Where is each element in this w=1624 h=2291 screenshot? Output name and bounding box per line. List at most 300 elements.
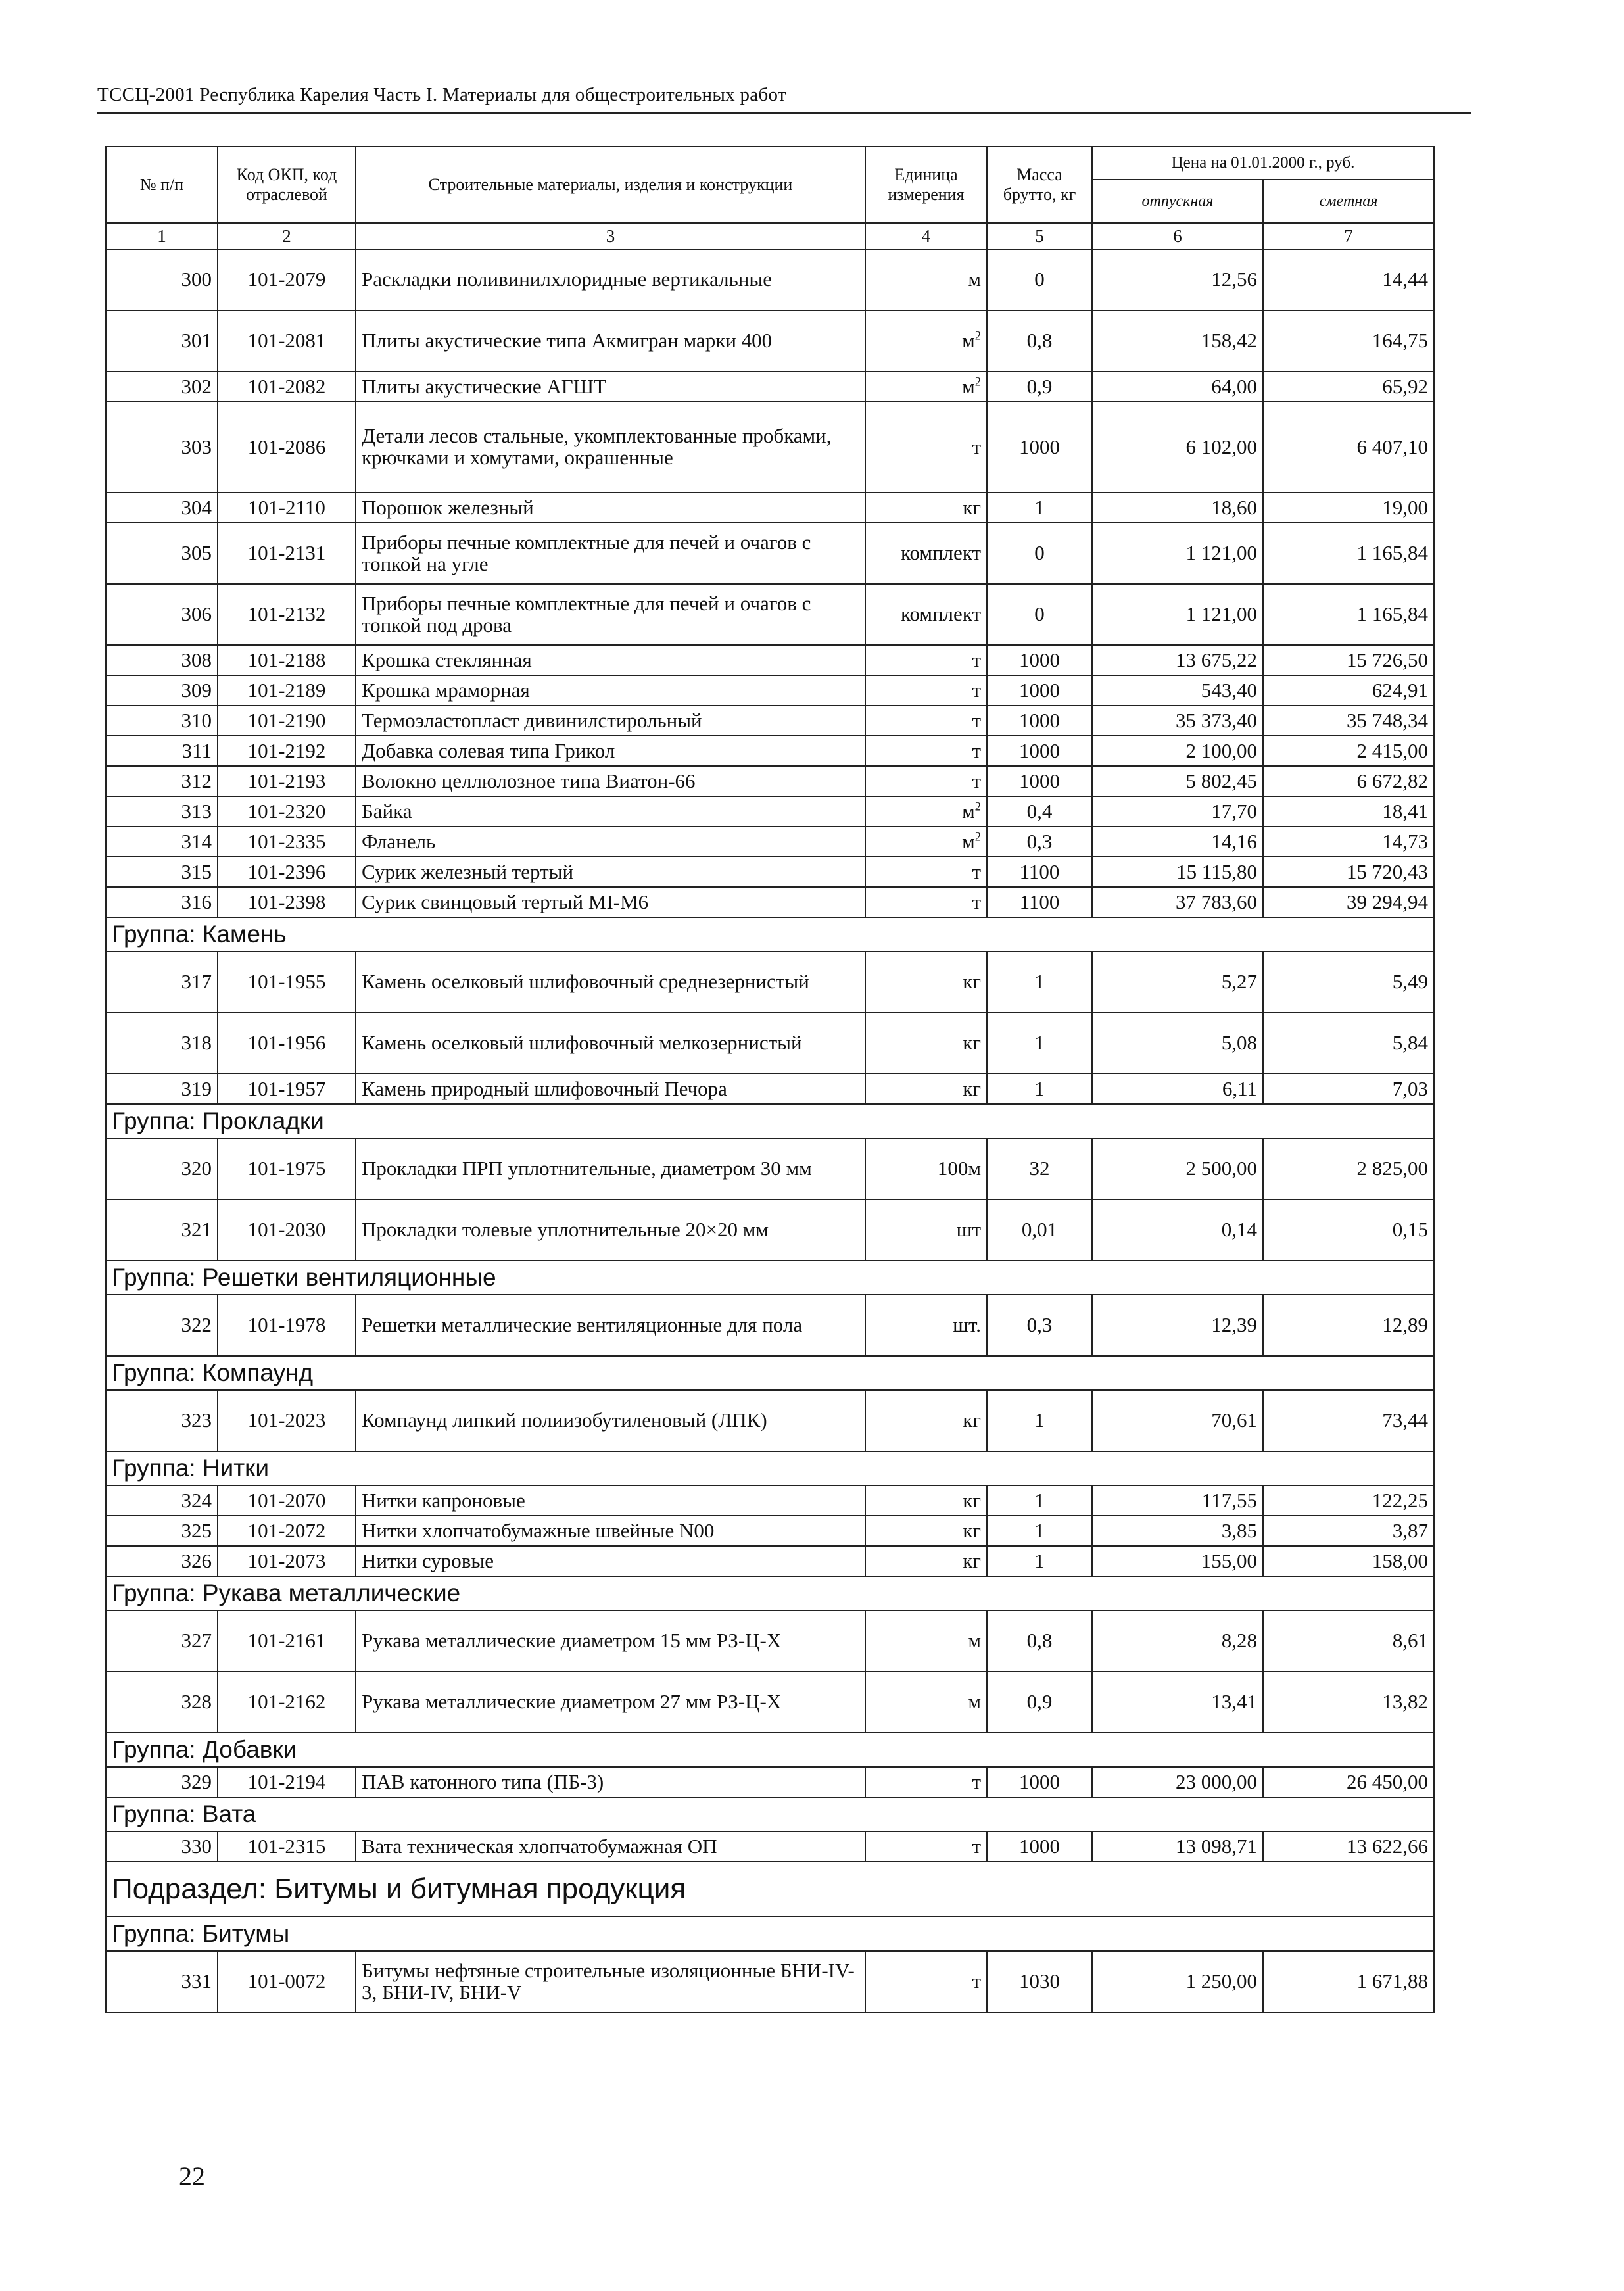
group-title: Группа: Компаунд xyxy=(106,1356,1434,1390)
table-row xyxy=(106,1485,1434,1516)
unit-exponent: 2 xyxy=(974,329,981,343)
price-release: 13 675,22 xyxy=(1092,645,1263,675)
price-release: 1 121,00 xyxy=(1092,523,1263,584)
material-name: Камень природный шлифовочный Печора xyxy=(356,1074,865,1104)
unit-text: кг xyxy=(963,1488,981,1512)
unit-text: комплект xyxy=(900,602,981,626)
row-number: 325 xyxy=(106,1516,218,1546)
col-number: 2 xyxy=(218,223,356,249)
gross-mass: 32 xyxy=(987,1138,1092,1199)
table-row xyxy=(106,1199,1434,1261)
material-name: Нитки хлопчатобумажные швейные N00 xyxy=(356,1516,865,1546)
price-estimate: 26 450,00 xyxy=(1263,1767,1434,1797)
unit-text: кг xyxy=(963,495,981,519)
okp-code: 101-2192 xyxy=(218,736,356,766)
row-number: 328 xyxy=(106,1672,218,1733)
price-release: 543,40 xyxy=(1092,675,1263,706)
price-release: 18,60 xyxy=(1092,493,1263,523)
material-name: Битумы нефтяные строительные изоляционные БНИ-IV-3, БНИ-IV, БНИ-V xyxy=(356,1951,865,2012)
table-row xyxy=(106,857,1434,887)
okp-code: 101-2082 xyxy=(218,372,356,402)
table-body xyxy=(106,249,1434,2012)
gross-mass: 0,01 xyxy=(987,1199,1092,1261)
group-header-row xyxy=(106,1356,1434,1390)
price-estimate: 65,92 xyxy=(1263,372,1434,402)
table-row xyxy=(106,827,1434,857)
table-row xyxy=(106,310,1434,372)
gross-mass: 1100 xyxy=(987,857,1092,887)
col-number: 3 xyxy=(356,223,865,249)
price-release: 5 802,45 xyxy=(1092,766,1263,796)
row-number: 308 xyxy=(106,645,218,675)
material-name: Камень оселковый шлифовочный среднезернистый xyxy=(356,952,865,1013)
group-header-row xyxy=(106,1733,1434,1767)
okp-code: 101-2193 xyxy=(218,766,356,796)
material-name: Крошка стеклянная xyxy=(356,645,865,675)
gross-mass: 1 xyxy=(987,1390,1092,1451)
material-name: Добавка солевая типа Грикол xyxy=(356,736,865,766)
gross-mass: 1 xyxy=(987,1485,1092,1516)
table-row xyxy=(106,766,1434,796)
unit-text: м xyxy=(968,1629,981,1652)
material-name: Нитки капроновые xyxy=(356,1485,865,1516)
unit-text: кг xyxy=(963,1076,981,1100)
col-header-name: Строительные материалы, изделия и конструкции xyxy=(356,147,865,223)
row-number: 321 xyxy=(106,1199,218,1261)
table-row xyxy=(106,887,1434,917)
material-name: Раскладки поливинилхлоридные вертикальные xyxy=(356,249,865,310)
price-release: 12,56 xyxy=(1092,249,1263,310)
material-name: Детали лесов стальные, укомплектованные пробками, крючками и хомутами, окрашенные xyxy=(356,402,865,493)
col-header-price: Цена на 01.01.2000 г., руб. xyxy=(1092,147,1434,180)
price-release: 158,42 xyxy=(1092,310,1263,372)
gross-mass: 1000 xyxy=(987,675,1092,706)
price-estimate: 18,41 xyxy=(1263,796,1434,827)
material-name: Волокно целлюлозное типа Виатон-66 xyxy=(356,766,865,796)
gross-mass: 1030 xyxy=(987,1951,1092,2012)
table-row xyxy=(106,1138,1434,1199)
row-number: 305 xyxy=(106,523,218,584)
gross-mass: 0,4 xyxy=(987,796,1092,827)
unit-of-measure xyxy=(865,493,987,523)
price-estimate: 14,44 xyxy=(1263,249,1434,310)
gross-mass: 1000 xyxy=(987,706,1092,736)
col-header-unit: Единица измерения xyxy=(865,147,987,223)
material-name: Прокладки толевые уплотнительные 20×20 мм xyxy=(356,1199,865,1261)
unit-of-measure xyxy=(865,1831,987,1862)
unit-of-measure xyxy=(865,1138,987,1199)
unit-text: т xyxy=(972,890,981,913)
row-number: 300 xyxy=(106,249,218,310)
row-number: 302 xyxy=(106,372,218,402)
price-release: 37 783,60 xyxy=(1092,887,1263,917)
material-name: Приборы печные комплектные для печей и очагов с топкой под дрова xyxy=(356,584,865,645)
gross-mass: 1 xyxy=(987,493,1092,523)
unit-text: шт xyxy=(956,1218,981,1242)
row-number: 327 xyxy=(106,1610,218,1672)
price-release: 2 100,00 xyxy=(1092,736,1263,766)
unit-of-measure xyxy=(865,675,987,706)
okp-code: 101-0072 xyxy=(218,1951,356,2012)
price-estimate: 8,61 xyxy=(1263,1610,1434,1672)
table-row xyxy=(106,952,1434,1013)
okp-code: 101-2315 xyxy=(218,1831,356,1862)
table-row xyxy=(106,796,1434,827)
okp-code: 101-2073 xyxy=(218,1546,356,1576)
unit-text: т xyxy=(972,708,981,732)
okp-code: 101-2072 xyxy=(218,1516,356,1546)
gross-mass: 0,9 xyxy=(987,1672,1092,1733)
row-number: 324 xyxy=(106,1485,218,1516)
okp-code: 101-2086 xyxy=(218,402,356,493)
okp-code: 101-2023 xyxy=(218,1390,356,1451)
price-estimate: 6 407,10 xyxy=(1263,402,1434,493)
price-release: 12,39 xyxy=(1092,1295,1263,1356)
col-header-code: Код ОКП, код отраслевой xyxy=(218,147,356,223)
group-title: Группа: Рукава металлические xyxy=(106,1576,1434,1610)
price-release: 5,27 xyxy=(1092,952,1263,1013)
unit-text: м xyxy=(968,268,981,291)
price-estimate: 15 720,43 xyxy=(1263,857,1434,887)
gross-mass: 1 xyxy=(987,952,1092,1013)
table-row xyxy=(106,402,1434,493)
unit-of-measure xyxy=(865,857,987,887)
unit-of-measure xyxy=(865,1672,987,1733)
header-rule xyxy=(97,112,1471,114)
okp-code: 101-2194 xyxy=(218,1767,356,1797)
group-title: Группа: Вата xyxy=(106,1797,1434,1831)
price-release: 6 102,00 xyxy=(1092,402,1263,493)
okp-code: 101-2131 xyxy=(218,523,356,584)
row-number: 303 xyxy=(106,402,218,493)
unit-text: м xyxy=(962,829,975,853)
okp-code: 101-2189 xyxy=(218,675,356,706)
price-estimate: 39 294,94 xyxy=(1263,887,1434,917)
unit-text: т xyxy=(972,435,981,458)
unit-of-measure xyxy=(865,1013,987,1074)
table-row xyxy=(106,706,1434,736)
unit-exponent: 2 xyxy=(974,375,981,389)
row-number: 323 xyxy=(106,1390,218,1451)
unit-of-measure xyxy=(865,952,987,1013)
price-release: 64,00 xyxy=(1092,372,1263,402)
material-name: Прокладки ПРП уплотнительные, диаметром 30 мм xyxy=(356,1138,865,1199)
unit-of-measure xyxy=(865,1610,987,1672)
price-estimate: 2 825,00 xyxy=(1263,1138,1434,1199)
unit-text: кг xyxy=(963,1549,981,1572)
unit-text: шт. xyxy=(953,1313,981,1337)
material-name: Фланель xyxy=(356,827,865,857)
unit-text: т xyxy=(972,1969,981,1993)
row-number: 310 xyxy=(106,706,218,736)
unit-text: м xyxy=(962,374,975,398)
col-number: 1 xyxy=(106,223,218,249)
page-header: ТССЦ-2001 Республика Карелия Часть I. Материалы для общестроительных работ xyxy=(97,84,786,105)
unit-text: м xyxy=(962,329,975,352)
unit-of-measure xyxy=(865,372,987,402)
okp-code: 101-2162 xyxy=(218,1672,356,1733)
unit-of-measure xyxy=(865,1951,987,2012)
table-row xyxy=(106,1013,1434,1074)
material-name: Рукава металлические диаметром 15 мм РЗ-Ц-Х xyxy=(356,1610,865,1672)
gross-mass: 1100 xyxy=(987,887,1092,917)
unit-of-measure xyxy=(865,766,987,796)
material-name: Байка xyxy=(356,796,865,827)
price-release: 5,08 xyxy=(1092,1013,1263,1074)
price-estimate: 73,44 xyxy=(1263,1390,1434,1451)
gross-mass: 1000 xyxy=(987,1831,1092,1862)
price-estimate: 14,73 xyxy=(1263,827,1434,857)
group-header-row xyxy=(106,1576,1434,1610)
material-name: Приборы печные комплектные для печей и очагов с топкой на угле xyxy=(356,523,865,584)
price-estimate: 15 726,50 xyxy=(1263,645,1434,675)
price-estimate: 164,75 xyxy=(1263,310,1434,372)
col-number: 4 xyxy=(865,223,987,249)
row-number: 331 xyxy=(106,1951,218,2012)
subsection-header-row xyxy=(106,1862,1434,1917)
okp-code: 101-2070 xyxy=(218,1485,356,1516)
price-release: 35 373,40 xyxy=(1092,706,1263,736)
unit-text: т xyxy=(972,648,981,671)
unit-of-measure xyxy=(865,1546,987,1576)
row-number: 316 xyxy=(106,887,218,917)
okp-code: 101-1975 xyxy=(218,1138,356,1199)
materials-price-table xyxy=(105,146,1435,2013)
unit-exponent: 2 xyxy=(974,830,981,844)
price-estimate: 19,00 xyxy=(1263,493,1434,523)
group-header-row xyxy=(106,1917,1434,1951)
gross-mass: 1000 xyxy=(987,736,1092,766)
price-release: 2 500,00 xyxy=(1092,1138,1263,1199)
row-number: 318 xyxy=(106,1013,218,1074)
gross-mass: 1000 xyxy=(987,1767,1092,1797)
unit-of-measure xyxy=(865,796,987,827)
group-header-row xyxy=(106,917,1434,952)
table-row xyxy=(106,1672,1434,1733)
unit-text: т xyxy=(972,678,981,702)
unit-text: кг xyxy=(963,1409,981,1432)
col-header-num: № п/п xyxy=(106,147,218,223)
gross-mass: 1000 xyxy=(987,766,1092,796)
price-release: 6,11 xyxy=(1092,1074,1263,1104)
row-number: 326 xyxy=(106,1546,218,1576)
material-name: Решетки металлические вентиляционные для пола xyxy=(356,1295,865,1356)
table-row xyxy=(106,675,1434,706)
price-release: 1 250,00 xyxy=(1092,1951,1263,2012)
unit-of-measure xyxy=(865,827,987,857)
unit-of-measure xyxy=(865,1295,987,1356)
okp-code: 101-1957 xyxy=(218,1074,356,1104)
unit-of-measure xyxy=(865,402,987,493)
price-estimate: 2 415,00 xyxy=(1263,736,1434,766)
group-title: Группа: Нитки xyxy=(106,1451,1434,1485)
table-row xyxy=(106,1390,1434,1451)
price-release: 13 098,71 xyxy=(1092,1831,1263,1862)
unit-text: кг xyxy=(963,970,981,994)
unit-text: т xyxy=(972,738,981,762)
okp-code: 101-1956 xyxy=(218,1013,356,1074)
unit-text: кг xyxy=(963,1518,981,1542)
gross-mass: 0 xyxy=(987,249,1092,310)
gross-mass: 0,3 xyxy=(987,827,1092,857)
price-release: 17,70 xyxy=(1092,796,1263,827)
unit-of-measure xyxy=(865,310,987,372)
col-header-mass: Масса брутто, кг xyxy=(987,147,1092,223)
table-row xyxy=(106,372,1434,402)
group-title: Группа: Камень xyxy=(106,917,1434,952)
gross-mass: 0,8 xyxy=(987,310,1092,372)
unit-text: т xyxy=(972,769,981,792)
price-release: 155,00 xyxy=(1092,1546,1263,1576)
price-estimate: 5,84 xyxy=(1263,1013,1434,1074)
okp-code: 101-2081 xyxy=(218,310,356,372)
material-name: Рукава металлические диаметром 27 мм РЗ-Ц-Х xyxy=(356,1672,865,1733)
table-row xyxy=(106,1546,1434,1576)
okp-code: 101-2079 xyxy=(218,249,356,310)
unit-of-measure xyxy=(865,523,987,584)
okp-code: 101-2190 xyxy=(218,706,356,736)
group-title: Группа: Прокладки xyxy=(106,1104,1434,1138)
material-name: ПАВ катонного типа (ПБ-3) xyxy=(356,1767,865,1797)
unit-text: т xyxy=(972,1834,981,1858)
table-row xyxy=(106,1951,1434,2012)
okp-code: 101-2132 xyxy=(218,584,356,645)
unit-of-measure xyxy=(865,1767,987,1797)
table-row xyxy=(106,493,1434,523)
price-estimate: 13,82 xyxy=(1263,1672,1434,1733)
unit-text: кг xyxy=(963,1031,981,1055)
price-release: 13,41 xyxy=(1092,1672,1263,1733)
okp-code: 101-2335 xyxy=(218,827,356,857)
group-header-row xyxy=(106,1261,1434,1295)
row-number: 329 xyxy=(106,1767,218,1797)
row-number: 322 xyxy=(106,1295,218,1356)
price-estimate: 0,15 xyxy=(1263,1199,1434,1261)
unit-of-measure xyxy=(865,736,987,766)
row-number: 313 xyxy=(106,796,218,827)
price-release: 70,61 xyxy=(1092,1390,1263,1451)
price-release: 117,55 xyxy=(1092,1485,1263,1516)
unit-of-measure xyxy=(865,1074,987,1104)
row-number: 319 xyxy=(106,1074,218,1104)
table-row xyxy=(106,249,1434,310)
unit-of-measure xyxy=(865,887,987,917)
row-number: 320 xyxy=(106,1138,218,1199)
row-number: 317 xyxy=(106,952,218,1013)
okp-code: 101-1955 xyxy=(218,952,356,1013)
price-estimate: 122,25 xyxy=(1263,1485,1434,1516)
unit-of-measure xyxy=(865,1199,987,1261)
price-estimate: 5,49 xyxy=(1263,952,1434,1013)
col-number: 7 xyxy=(1263,223,1434,249)
unit-of-measure xyxy=(865,645,987,675)
okp-code: 101-2188 xyxy=(218,645,356,675)
unit-text: т xyxy=(972,1770,981,1793)
unit-of-measure xyxy=(865,249,987,310)
price-release: 8,28 xyxy=(1092,1610,1263,1672)
unit-text: т xyxy=(972,859,981,883)
unit-of-measure xyxy=(865,584,987,645)
price-estimate: 1 671,88 xyxy=(1263,1951,1434,2012)
price-estimate: 624,91 xyxy=(1263,675,1434,706)
col-number: 6 xyxy=(1092,223,1263,249)
price-release: 0,14 xyxy=(1092,1199,1263,1261)
material-name: Нитки суровые xyxy=(356,1546,865,1576)
price-release: 3,85 xyxy=(1092,1516,1263,1546)
table-row xyxy=(106,736,1434,766)
group-title: Группа: Решетки вентиляционные xyxy=(106,1261,1434,1295)
row-number: 311 xyxy=(106,736,218,766)
table-row xyxy=(106,1610,1434,1672)
material-name: Термоэластопласт дивинилстирольный xyxy=(356,706,865,736)
row-number: 306 xyxy=(106,584,218,645)
material-name: Компаунд липкий полиизобутиленовый (ЛПК) xyxy=(356,1390,865,1451)
gross-mass: 1 xyxy=(987,1074,1092,1104)
row-number: 312 xyxy=(106,766,218,796)
group-title: Группа: Добавки xyxy=(106,1733,1434,1767)
gross-mass: 0 xyxy=(987,584,1092,645)
unit-of-measure xyxy=(865,1516,987,1546)
material-name: Плиты акустические АГШТ xyxy=(356,372,865,402)
material-name: Крошка мраморная xyxy=(356,675,865,706)
row-number: 309 xyxy=(106,675,218,706)
price-estimate: 6 672,82 xyxy=(1263,766,1434,796)
table-row xyxy=(106,1767,1434,1797)
unit-text: комплект xyxy=(900,541,981,565)
gross-mass: 0,3 xyxy=(987,1295,1092,1356)
price-estimate: 35 748,34 xyxy=(1263,706,1434,736)
okp-code: 101-2320 xyxy=(218,796,356,827)
price-estimate: 1 165,84 xyxy=(1263,523,1434,584)
table-row xyxy=(106,1295,1434,1356)
table-row xyxy=(106,645,1434,675)
gross-mass: 0 xyxy=(987,523,1092,584)
unit-text: м xyxy=(962,799,975,823)
unit-text: м xyxy=(968,1690,981,1714)
table-row xyxy=(106,523,1434,584)
row-number: 315 xyxy=(106,857,218,887)
unit-of-measure xyxy=(865,1485,987,1516)
row-number: 304 xyxy=(106,493,218,523)
col-number: 5 xyxy=(987,223,1092,249)
okp-code: 101-2030 xyxy=(218,1199,356,1261)
gross-mass: 1000 xyxy=(987,402,1092,493)
gross-mass: 1 xyxy=(987,1013,1092,1074)
group-title: Группа: Битумы xyxy=(106,1917,1434,1951)
price-estimate: 12,89 xyxy=(1263,1295,1434,1356)
price-release: 1 121,00 xyxy=(1092,584,1263,645)
group-header-row xyxy=(106,1451,1434,1485)
price-release: 14,16 xyxy=(1092,827,1263,857)
col-header-price-release: отпускная xyxy=(1092,180,1263,223)
gross-mass: 0,8 xyxy=(987,1610,1092,1672)
row-number: 301 xyxy=(106,310,218,372)
okp-code: 101-1978 xyxy=(218,1295,356,1356)
table-row xyxy=(106,1516,1434,1546)
row-number: 330 xyxy=(106,1831,218,1862)
unit-exponent: 2 xyxy=(974,800,981,814)
material-name: Вата техническая хлопчатобумажная ОП xyxy=(356,1831,865,1862)
col-header-price-estimate: сметная xyxy=(1263,180,1434,223)
unit-of-measure xyxy=(865,1390,987,1451)
gross-mass: 0,9 xyxy=(987,372,1092,402)
material-name: Сурик железный тертый xyxy=(356,857,865,887)
okp-code: 101-2161 xyxy=(218,1610,356,1672)
price-estimate: 158,00 xyxy=(1263,1546,1434,1576)
subsection-title: Подраздел: Битумы и битумная продукция xyxy=(106,1862,1434,1917)
group-header-row xyxy=(106,1797,1434,1831)
table-row xyxy=(106,1831,1434,1862)
